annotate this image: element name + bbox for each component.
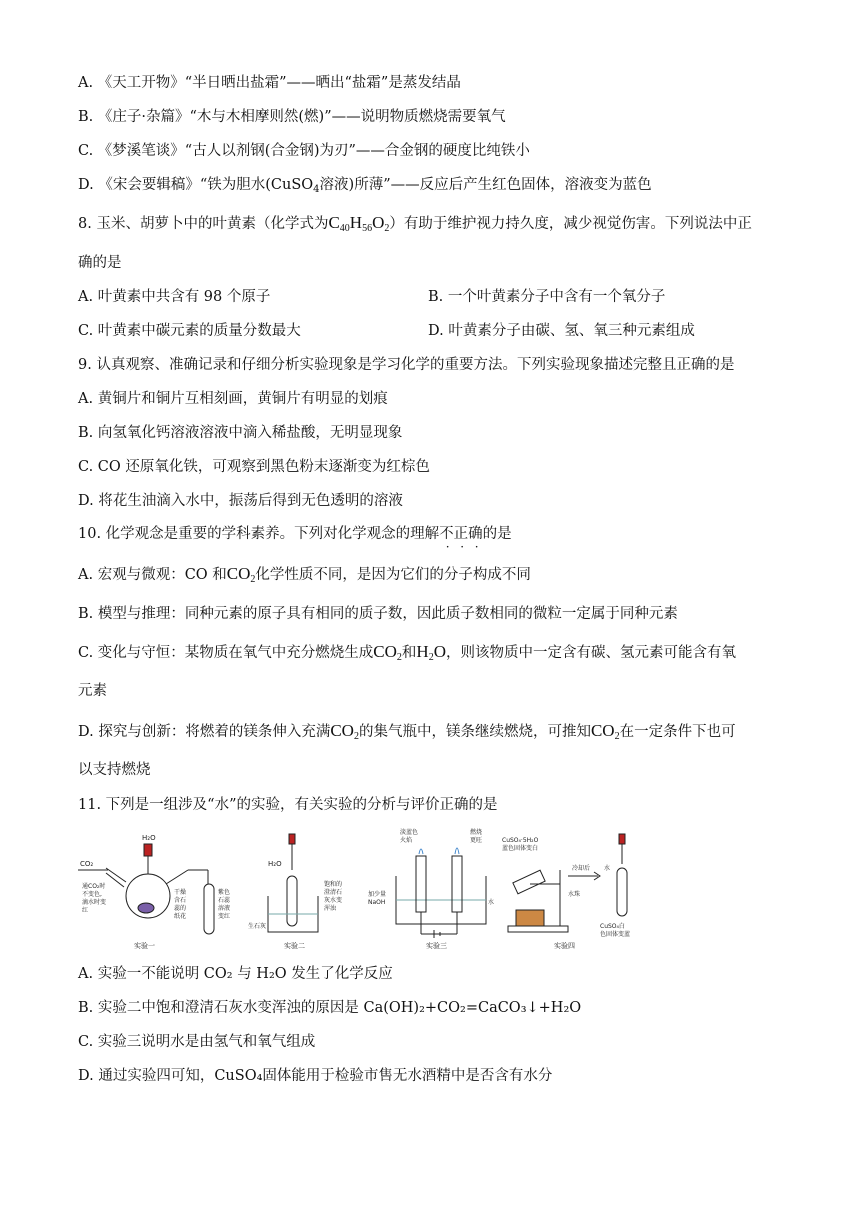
q7-option-d: D. 《宋会要辑稿》“铁为胆水(CuSO$_4$溶液)所薄”——反应后产生红色固体，溶液变为蓝色 <box>78 177 652 195</box>
e1-note-1: 通CO₂时 <box>82 883 106 890</box>
q8-option-b: B. 一个叶黄素分子中含有一个氧分子 <box>428 289 666 305</box>
e2-note-4: 浑浊 <box>324 905 337 912</box>
e1-tube-1: 紫色 <box>218 889 231 896</box>
q11-option-a: A. 实验一不能说明 CO₂ 与 H₂O 发生了化学反应 <box>78 966 393 982</box>
q8-option-a: A. 叶黄素中共含有 98 个原子 <box>78 289 271 305</box>
q10-option-c: C. 变化与守恒：某物质在氧气中充分燃烧生成$CO_2$和$H_2O$，则该物质中一定含有碳、氢元素可能含有氧 <box>78 642 736 663</box>
e1-note-4: 红 <box>82 907 89 914</box>
q7-option-b: B. 《庄子·杂篇》“木与木相摩则然(燃)”——说明物质燃烧需要氧气 <box>78 109 506 125</box>
q10-option-d: D. 探究与创新：将燃着的镁条伸入充满$CO_2$的集气瓶中，镁条继续燃烧，可推知$CO_2$在一定条件下也可 <box>78 721 736 742</box>
q9-option-a: A. 黄铜片和铜片互相刻画，黄铜片有明显的划痕 <box>78 391 388 407</box>
e1-paper-1: 干燥 <box>174 889 187 896</box>
q7-option-a: A. 《天工开物》“半日晒出盐霜”——晒出“盐霜”是蒸发结晶 <box>78 75 461 91</box>
q10-option-b: B. 模型与推理：同种元素的原子具有相同的质子数，因此质子数相同的微粒一定属于同种元素 <box>78 606 678 622</box>
q11-stem: 11. 下列是一组涉及“水”的实验，有关实验的分析与评价正确的是 <box>78 797 498 813</box>
e4-note-2: 色固体变蓝 <box>600 931 631 938</box>
exp3-caption: 实验三 <box>426 942 447 950</box>
exp4-caption: 实验四 <box>554 942 575 950</box>
e1-co2-label: CO₂ <box>80 860 94 868</box>
q7-option-c: C. 《梦溪笔谈》“古人以剂钢(合金钢)为刃”——合金钢的硬度比纯铁小 <box>78 143 530 159</box>
e1-h2o-label: H₂O <box>142 834 156 842</box>
q9-option-c: C. CO 还原氧化铁，可观察到黑色粉末逐渐变为红棕色 <box>78 459 430 475</box>
q11-option-d: D. 通过实验四可知，CuSO₄固体能用于检验市售无水酒精中是否含有水分 <box>78 1068 553 1084</box>
e4-drop-label: 水珠 <box>568 891 581 898</box>
e4-title-1: CuSO₄·5H₂O <box>502 837 539 844</box>
e3-water-label: 水 <box>488 899 495 906</box>
e1-paper-4: 纸花 <box>174 913 187 920</box>
e4-title-2: 蓝色固体变白 <box>502 845 539 852</box>
e3-add-1: 加少量 <box>368 891 387 898</box>
q9-stem: 9. 认真观察、准确记录和仔细分析实验现象是学习化学的重要方法。下列实验现象描述完整且正确的是 <box>78 357 735 373</box>
e2-note-2: 澄清石 <box>324 889 343 896</box>
experiment-3-apparatus <box>396 848 486 938</box>
e4-water-label: 水 <box>604 865 611 872</box>
e1-tube-3: 溶液 <box>218 905 231 912</box>
e2-h2o-label: H₂O <box>268 860 282 868</box>
q10-option-d-line2: 以支持燃烧 <box>78 762 151 778</box>
e1-paper-2: 含石 <box>174 897 187 904</box>
e3-add-2: NaOH <box>368 899 386 906</box>
lutein-formula: $C_{40}H_{56}O_2$ <box>328 213 390 234</box>
e4-note-1: CuSO₄白 <box>600 923 625 930</box>
experiment-figure <box>78 826 638 956</box>
e3-flame2-2: 更旺 <box>470 837 483 844</box>
e1-tube-2: 石蕊 <box>218 897 231 904</box>
q8-option-c: C. 叶黄素中碳元素的质量分数最大 <box>78 323 301 339</box>
q8-stem: 8. 玉米、胡萝卜中的叶黄素（化学式为$C_{40}H_{56}O_2$）有助于维护视力持久度，减少视觉伤害。下列说法中正 <box>78 213 752 234</box>
e2-note-3: 灰水变 <box>324 897 343 904</box>
e1-note-3: 滴水时变 <box>82 899 107 906</box>
q8-stem-line2: 确的是 <box>78 255 122 271</box>
e2-lime-label: 生石灰 <box>248 923 267 930</box>
experiment-2-apparatus <box>268 834 318 932</box>
q10-option-c-line2: 元素 <box>78 683 107 699</box>
e2-note-1: 饱和的 <box>324 881 343 888</box>
q9-option-d: D. 将花生油滴入水中，振荡后得到无色透明的溶液 <box>78 493 403 509</box>
e1-tube-4: 变红 <box>218 913 231 920</box>
q9-option-b: B. 向氢氧化钙溶液溶液中滴入稀盐酸，无明显现象 <box>78 425 403 441</box>
e1-note-2: 不变色, <box>82 891 102 898</box>
q8-option-d: D. 叶黄素分子由碳、氢、氧三种元素组成 <box>428 323 695 339</box>
e4-cool-label: 冷却后 <box>572 865 591 872</box>
e3-flame1-2: 火焰 <box>400 837 413 844</box>
q10-stem: 10. 化学观念是重要的学科素养。下列对化学观念的理解不正确的是 <box>78 526 512 542</box>
e1-paper-3: 蕊的 <box>174 905 187 912</box>
e3-flame1-1: 淡蓝色 <box>400 829 419 836</box>
q10-option-a: A. 宏观与微观：CO 和$CO_2$化学性质不同，是因为它们的分子构成不同 <box>78 564 531 585</box>
exp2-caption: 实验二 <box>284 942 305 950</box>
q11-option-c: C. 实验三说明水是由氢气和氧气组成 <box>78 1034 316 1050</box>
q11-option-b: B. 实验二中饱和澄清石灰水变浑浊的原因是 Ca(OH)₂+CO₂=CaCO₃↓+H₂O <box>78 1000 582 1016</box>
exp1-caption: 实验一 <box>134 942 155 950</box>
e3-flame2-1: 燃烧 <box>470 829 483 836</box>
